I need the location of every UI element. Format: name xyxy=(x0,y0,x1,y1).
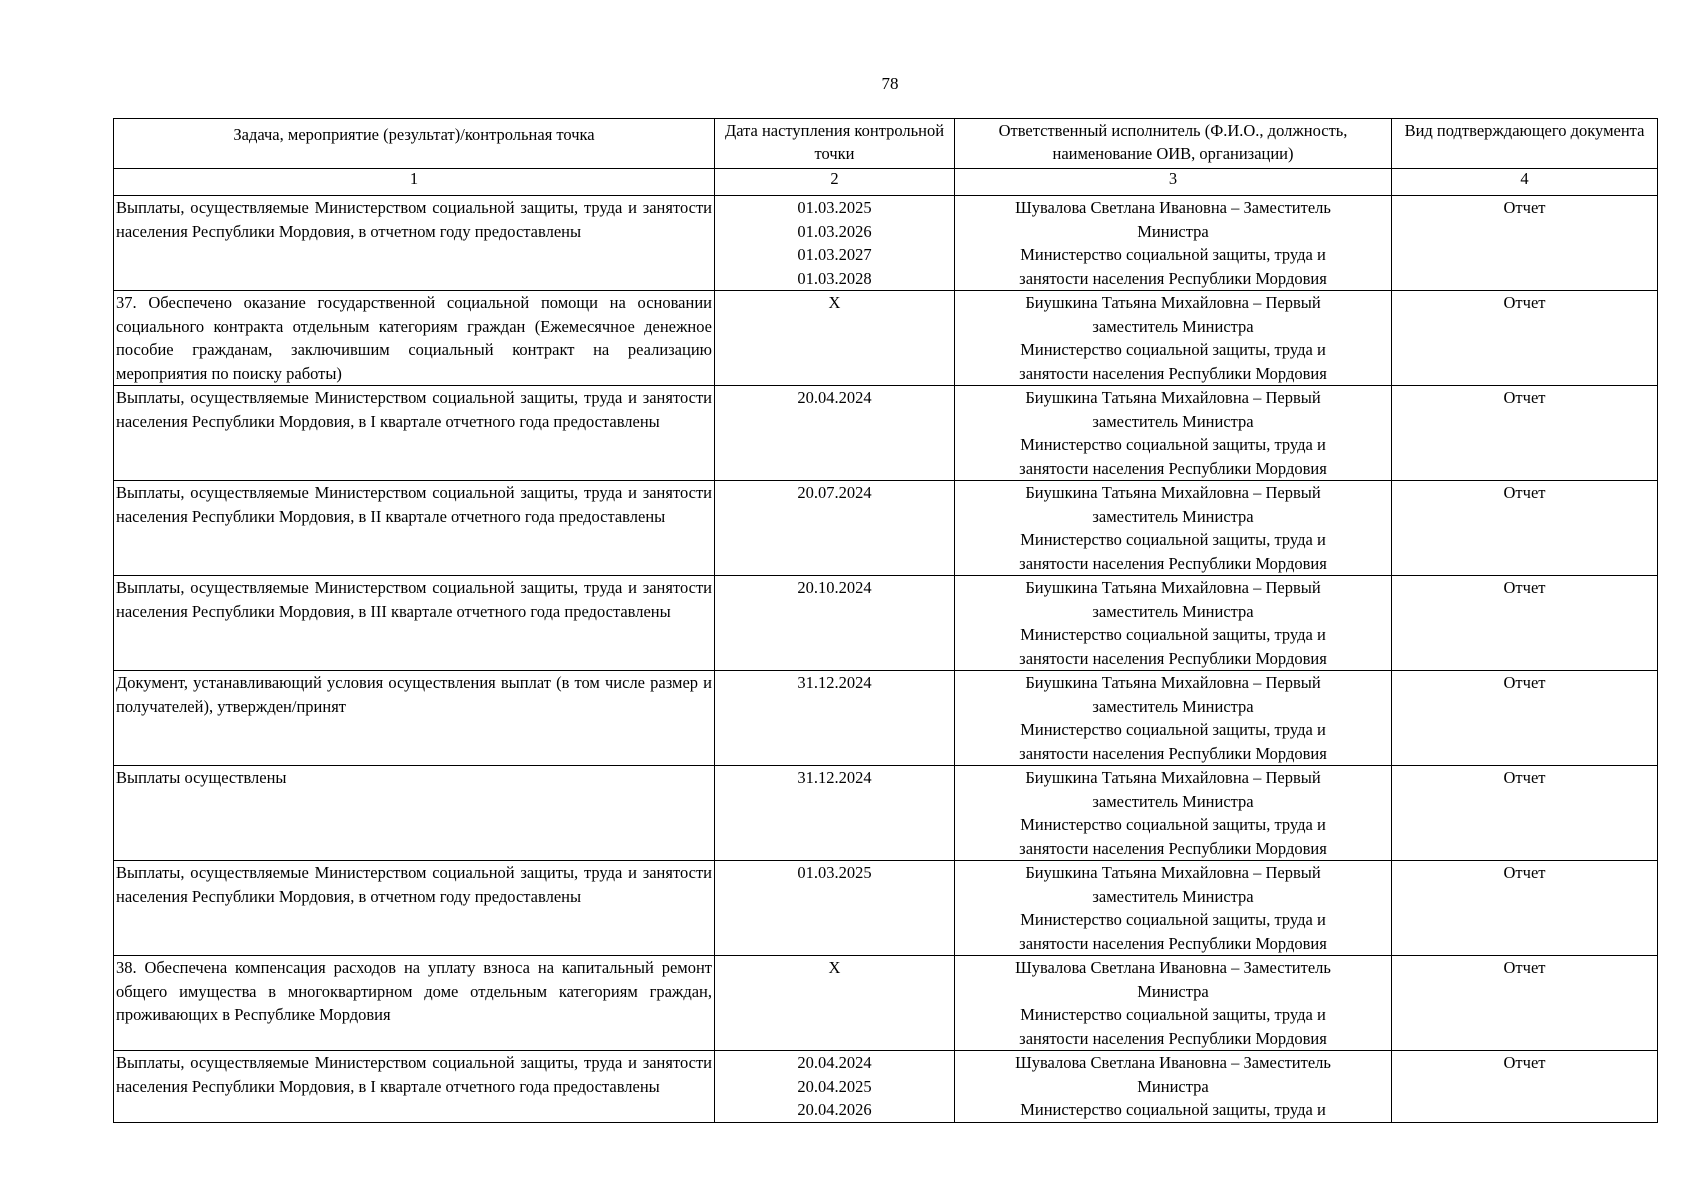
control-date: 20.10.2024 xyxy=(797,578,872,597)
responsible-line: Министерство социальной защиты, труда и xyxy=(1020,720,1326,739)
task-cell: Документ, устанавливающий условия осуществления выплат (в том числе размер и получателей), утвержден/принят xyxy=(114,671,715,766)
control-date: 31.12.2024 xyxy=(797,673,872,692)
responsible-cell xyxy=(955,766,1392,861)
responsible-line: занятости населения Республики Мордовия xyxy=(1019,838,1327,858)
date-cell xyxy=(715,956,955,1051)
date-cell xyxy=(715,481,955,576)
document-type-cell: Отчет xyxy=(1392,956,1658,1051)
responsible-line: Шувалова Светлана Ивановна – Заместитель xyxy=(1015,198,1331,217)
control-date: Х xyxy=(828,958,841,977)
task-cell: 37. Обеспечено оказание государственной социальной помощи на основании социального контракта отдельным категориям граждан (Ежемесячное денежное пособие гражданам, заключившим социальный контракт на реализацию мероприятия по поиску работы) xyxy=(114,291,715,386)
control-date: Х xyxy=(828,293,841,312)
responsible-line: Министра xyxy=(1137,221,1209,241)
responsible-line: Биушкина Татьяна Михайловна – Первый xyxy=(1025,578,1321,597)
responsible-cell xyxy=(955,196,1392,291)
responsible-line: заместитель Министра xyxy=(1092,411,1254,431)
responsible-line: Биушкина Татьяна Михайловна – Первый xyxy=(1025,673,1321,692)
date-cell xyxy=(715,196,955,291)
responsible-cell xyxy=(955,291,1392,386)
responsible-line: Министра xyxy=(1137,1076,1209,1096)
responsible-line: Биушкина Татьяна Михайловна – Первый xyxy=(1025,863,1321,882)
column-number: 3 xyxy=(955,169,1392,196)
task-cell: Выплаты, осуществляемые Министерством социальной защиты, труда и занятости населения Республики Мордовия, в III квартале отчетного года предоставлены xyxy=(114,576,715,671)
responsible-line: занятости населения Республики Мордовия xyxy=(1019,648,1327,668)
responsible-line: занятости населения Республики Мордовия xyxy=(1019,933,1327,953)
responsible-line: Министерство социальной защиты, труда и xyxy=(1020,530,1326,549)
table-row xyxy=(114,291,1658,386)
table-row xyxy=(114,386,1658,481)
task-cell: 38. Обеспечена компенсация расходов на уплату взноса на капитальный ремонт общего имущества в многоквартирном доме отдельным категориям граждан, проживающих в Республике Мордовия xyxy=(114,956,715,1051)
responsible-line: Министерство социальной защиты, труда и xyxy=(1020,435,1326,454)
document-type-cell: Отчет xyxy=(1392,291,1658,386)
table-row xyxy=(114,956,1658,1051)
responsible-cell xyxy=(955,671,1392,766)
responsible-line: занятости населения Республики Мордовия xyxy=(1019,458,1327,478)
control-date: 01.03.2026 xyxy=(797,221,872,241)
responsible-cell xyxy=(955,1051,1392,1123)
document-type-cell: Отчет xyxy=(1392,386,1658,481)
responsible-line: Шувалова Светлана Ивановна – Заместитель xyxy=(1015,1053,1331,1072)
column-header-date: Дата наступления контрольной точки xyxy=(715,119,955,169)
table-row xyxy=(114,1051,1658,1123)
responsible-line: Министерство социальной защиты, труда и xyxy=(1020,1005,1326,1024)
column-number: 1 xyxy=(114,169,715,196)
control-date: 31.12.2024 xyxy=(797,768,872,787)
responsible-line: заместитель Министра xyxy=(1092,316,1254,336)
responsible-line: занятости населения Республики Мордовия xyxy=(1019,363,1327,383)
responsible-cell xyxy=(955,481,1392,576)
control-points-table xyxy=(113,118,1658,1123)
responsible-line: Министерство социальной защиты, труда и xyxy=(1020,625,1326,644)
document-type-cell: Отчет xyxy=(1392,481,1658,576)
column-number: 4 xyxy=(1392,169,1658,196)
date-cell xyxy=(715,861,955,956)
column-numbers-row xyxy=(114,169,1658,196)
document-type-cell: Отчет xyxy=(1392,671,1658,766)
task-cell: Выплаты, осуществляемые Министерством социальной защиты, труда и занятости населения Республики Мордовия, в I квартале отчетного года предоставлены xyxy=(114,386,715,481)
responsible-line: занятости населения Республики Мордовия xyxy=(1019,553,1327,573)
task-cell: Выплаты, осуществляемые Министерством социальной защиты, труда и занятости населения Республики Мордовия, в отчетном году предоставлены xyxy=(114,196,715,291)
column-header-document-type: Вид подтверждающего документа xyxy=(1392,119,1658,169)
control-date: 20.04.2025 xyxy=(797,1076,872,1096)
responsible-cell xyxy=(955,956,1392,1051)
responsible-line: заместитель Министра xyxy=(1092,791,1254,811)
table-row xyxy=(114,671,1658,766)
responsible-line: Биушкина Татьяна Михайловна – Первый xyxy=(1025,768,1321,787)
table-row xyxy=(114,196,1658,291)
date-cell xyxy=(715,576,955,671)
page-number: 78 xyxy=(881,74,899,93)
table-row xyxy=(114,576,1658,671)
responsible-line: Министерство социальной защиты, труда и xyxy=(1020,340,1326,359)
date-cell xyxy=(715,766,955,861)
table-header-row xyxy=(114,119,1658,169)
task-cell: Выплаты, осуществляемые Министерством социальной защиты, труда и занятости населения Республики Мордовия, в I квартале отчетного года предоставлены xyxy=(114,1051,715,1123)
control-date: 20.07.2024 xyxy=(797,483,872,502)
date-cell xyxy=(715,671,955,766)
document-type-cell: Отчет xyxy=(1392,766,1658,861)
responsible-line: Шувалова Светлана Ивановна – Заместитель xyxy=(1015,958,1331,977)
table-row xyxy=(114,766,1658,861)
control-date: 20.04.2026 xyxy=(797,1100,872,1119)
responsible-line: Министерство социальной защиты, труда и xyxy=(1020,910,1326,929)
responsible-line: заместитель Министра xyxy=(1092,696,1254,716)
date-cell xyxy=(715,1051,955,1123)
responsible-line: Министерство социальной защиты, труда и xyxy=(1020,815,1326,834)
responsible-line: Биушкина Татьяна Михайловна – Первый xyxy=(1025,388,1321,407)
responsible-line: занятости населения Республики Мордовия xyxy=(1019,1028,1327,1048)
task-cell: Выплаты, осуществляемые Министерством социальной защиты, труда и занятости населения Республики Мордовия, в отчетном году предоставлены xyxy=(114,861,715,956)
document-type-cell: Отчет xyxy=(1392,861,1658,956)
responsible-cell xyxy=(955,861,1392,956)
responsible-line: заместитель Министра xyxy=(1092,886,1254,906)
control-date: 01.03.2028 xyxy=(797,268,872,288)
responsible-line: Биушкина Татьяна Михайловна – Первый xyxy=(1025,483,1321,502)
task-cell: Выплаты осуществлены xyxy=(114,766,715,861)
column-header-responsible: Ответственный исполнитель (Ф.И.О., должность, наименование ОИВ, организации) xyxy=(955,119,1392,169)
column-header-task: Задача, мероприятие (результат)/контрольная точка xyxy=(114,119,715,169)
control-date: 20.04.2024 xyxy=(797,388,872,407)
table-row xyxy=(114,481,1658,576)
column-number: 2 xyxy=(715,169,955,196)
document-type-cell: Отчет xyxy=(1392,576,1658,671)
control-date: 01.03.2027 xyxy=(797,245,872,264)
control-date: 20.04.2024 xyxy=(797,1053,872,1072)
document-type-cell: Отчет xyxy=(1392,196,1658,291)
date-cell xyxy=(715,386,955,481)
responsible-line: занятости населения Республики Мордовия xyxy=(1019,743,1327,763)
responsible-line: занятости населения Республики Мордовия xyxy=(1019,268,1327,288)
control-date: 01.03.2025 xyxy=(797,863,872,882)
responsible-line: Биушкина Татьяна Михайловна – Первый xyxy=(1025,293,1321,312)
responsible-cell xyxy=(955,386,1392,481)
responsible-line: Министерство социальной защиты, труда и xyxy=(1020,1100,1326,1119)
responsible-line: Министерство социальной защиты, труда и xyxy=(1020,245,1326,264)
responsible-cell xyxy=(955,576,1392,671)
task-cell: Выплаты, осуществляемые Министерством социальной защиты, труда и занятости населения Республики Мордовия, в II квартале отчетного года предоставлены xyxy=(114,481,715,576)
responsible-line: Министра xyxy=(1137,981,1209,1001)
table-row xyxy=(114,861,1658,956)
date-cell xyxy=(715,291,955,386)
responsible-line: заместитель Министра xyxy=(1092,601,1254,621)
control-date: 01.03.2025 xyxy=(797,198,872,217)
document-type-cell: Отчет xyxy=(1392,1051,1658,1123)
responsible-line: заместитель Министра xyxy=(1092,506,1254,526)
